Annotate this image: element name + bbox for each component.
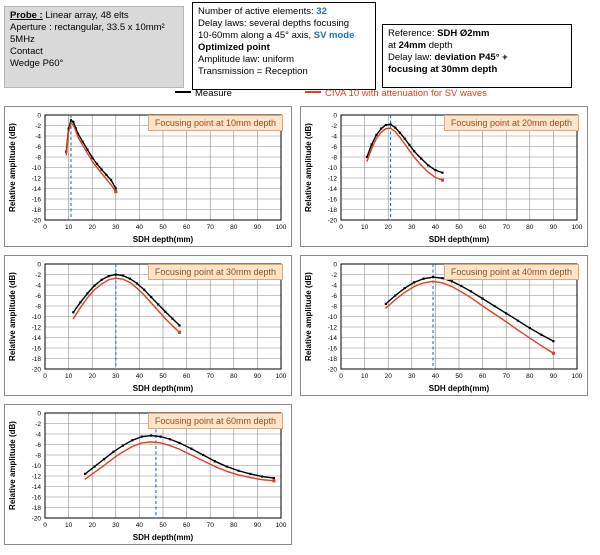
svg-text:-8: -8 bbox=[35, 303, 41, 311]
svg-text:10: 10 bbox=[64, 224, 73, 231]
svg-text:-14: -14 bbox=[31, 334, 41, 342]
focus-label-10mm: Focusing point at 10mm depth bbox=[148, 115, 283, 131]
svg-text:10: 10 bbox=[360, 373, 369, 380]
svg-text:0: 0 bbox=[37, 112, 41, 120]
svg-text:-20: -20 bbox=[327, 366, 337, 374]
svg-text:10: 10 bbox=[64, 373, 73, 380]
reference-sdh: SDH Ø2mm bbox=[437, 28, 490, 39]
svg-text:80: 80 bbox=[230, 522, 238, 529]
svg-text:-18: -18 bbox=[31, 355, 41, 363]
legend-label-civa: CIVA 10 with attenuation for SV waves bbox=[325, 88, 487, 99]
svg-text:-10: -10 bbox=[31, 164, 41, 172]
legend bbox=[175, 88, 525, 102]
svg-text:90: 90 bbox=[253, 224, 262, 231]
probe-line-4: Wedge P60° bbox=[10, 58, 64, 69]
chart-panel-40mm bbox=[300, 255, 588, 396]
transmission-line: Transmission = Reception bbox=[198, 66, 308, 77]
delay-axis-line: 10-60mm along a 45° axis, bbox=[198, 30, 312, 41]
svg-text:-4: -4 bbox=[331, 282, 337, 290]
svg-text:50: 50 bbox=[159, 522, 167, 529]
svg-text:-8: -8 bbox=[35, 154, 41, 162]
svg-text:-2: -2 bbox=[35, 271, 41, 279]
probe-label: Probe : bbox=[10, 10, 43, 21]
svg-text:50: 50 bbox=[159, 373, 167, 380]
svg-text:60: 60 bbox=[182, 224, 191, 231]
svg-text:80: 80 bbox=[526, 373, 534, 380]
svg-text:0: 0 bbox=[333, 112, 337, 120]
svg-text:70: 70 bbox=[502, 373, 510, 380]
probe-info-box bbox=[4, 6, 184, 88]
svg-text:50: 50 bbox=[159, 224, 167, 231]
optimized-point-label: Optimized point bbox=[198, 42, 270, 53]
svg-text:-6: -6 bbox=[331, 143, 337, 151]
svg-text:0: 0 bbox=[37, 410, 41, 418]
svg-text:20: 20 bbox=[88, 522, 96, 529]
svg-text:-8: -8 bbox=[331, 154, 337, 162]
svg-text:100: 100 bbox=[275, 224, 287, 231]
svg-text:Relative amplitude (dB): Relative amplitude (dB) bbox=[8, 272, 17, 361]
focus-label-40mm: Focusing point at 40mm depth bbox=[444, 264, 579, 280]
svg-text:SDH depth(mm): SDH depth(mm) bbox=[428, 384, 490, 393]
delay-law-deviation: deviation P45° + bbox=[434, 52, 508, 63]
chart-panel-20mm bbox=[300, 106, 588, 247]
svg-text:100: 100 bbox=[571, 373, 583, 380]
svg-text:0: 0 bbox=[43, 522, 47, 529]
svg-text:-6: -6 bbox=[331, 292, 337, 300]
svg-text:-18: -18 bbox=[327, 206, 337, 214]
reference-info-box bbox=[382, 24, 572, 88]
active-elements-label: Number of active elements: bbox=[198, 6, 314, 17]
svg-text:0: 0 bbox=[333, 261, 337, 269]
svg-text:60: 60 bbox=[478, 224, 487, 231]
svg-text:-4: -4 bbox=[331, 133, 337, 141]
delay-law-focusing: focusing at 30mm depth bbox=[388, 64, 498, 75]
svg-text:-16: -16 bbox=[327, 196, 337, 204]
probe-line-2: 5MHz bbox=[10, 34, 35, 45]
legend-label-measure: Measure bbox=[195, 88, 232, 99]
probe-line-1: Aperture : rectangular, 33.5 x 10mm² bbox=[10, 22, 165, 33]
svg-text:-8: -8 bbox=[331, 303, 337, 311]
svg-text:-16: -16 bbox=[31, 345, 41, 353]
svg-text:-4: -4 bbox=[35, 431, 41, 439]
svg-text:-8: -8 bbox=[35, 452, 41, 460]
svg-text:70: 70 bbox=[502, 224, 510, 231]
svg-text:-12: -12 bbox=[31, 473, 41, 481]
svg-text:-12: -12 bbox=[327, 175, 337, 183]
svg-text:Relative amplitude (dB): Relative amplitude (dB) bbox=[304, 123, 313, 212]
reference-depth: 24mm bbox=[398, 40, 427, 51]
svg-text:80: 80 bbox=[526, 224, 534, 231]
svg-text:50: 50 bbox=[455, 224, 463, 231]
svg-text:-10: -10 bbox=[31, 462, 41, 470]
svg-text:30: 30 bbox=[112, 522, 120, 529]
svg-text:-2: -2 bbox=[35, 122, 41, 130]
svg-text:-18: -18 bbox=[31, 206, 41, 214]
svg-text:80: 80 bbox=[230, 373, 238, 380]
svg-text:100: 100 bbox=[275, 522, 287, 529]
svg-text:30: 30 bbox=[112, 373, 120, 380]
svg-text:90: 90 bbox=[253, 373, 262, 380]
svg-text:100: 100 bbox=[571, 224, 583, 231]
amplitude-law-line: Amplitude law: uniform bbox=[198, 54, 295, 65]
svg-text:-18: -18 bbox=[31, 504, 41, 512]
delay-law-info-box bbox=[192, 2, 376, 90]
svg-text:50: 50 bbox=[455, 373, 463, 380]
svg-text:60: 60 bbox=[182, 373, 191, 380]
reference-at: at bbox=[388, 40, 396, 51]
svg-text:SDH depth(mm): SDH depth(mm) bbox=[428, 235, 490, 244]
svg-text:SDH depth(mm): SDH depth(mm) bbox=[132, 235, 194, 244]
svg-text:70: 70 bbox=[206, 522, 214, 529]
delay-laws-line: Delay laws: several depths focusing bbox=[198, 18, 350, 29]
svg-text:-14: -14 bbox=[31, 483, 41, 491]
svg-text:0: 0 bbox=[339, 224, 343, 231]
svg-text:-10: -10 bbox=[327, 313, 337, 321]
svg-text:0: 0 bbox=[43, 224, 47, 231]
probe-line-3: Contact bbox=[10, 46, 43, 57]
focus-label-20mm: Focusing point at 20mm depth bbox=[444, 115, 579, 131]
svg-text:Relative amplitude (dB): Relative amplitude (dB) bbox=[8, 123, 17, 212]
svg-text:40: 40 bbox=[431, 373, 440, 380]
svg-text:20: 20 bbox=[88, 224, 96, 231]
svg-text:0: 0 bbox=[43, 373, 47, 380]
svg-text:10: 10 bbox=[64, 522, 73, 529]
svg-text:70: 70 bbox=[206, 373, 214, 380]
chart-panel-60mm bbox=[4, 404, 292, 545]
svg-text:90: 90 bbox=[549, 373, 558, 380]
chart-panel-10mm bbox=[4, 106, 292, 247]
sv-mode-label: SV mode bbox=[313, 30, 355, 41]
reference-depth-unit: depth bbox=[428, 40, 453, 51]
focus-label-30mm: Focusing point at 30mm depth bbox=[148, 264, 283, 280]
svg-text:-4: -4 bbox=[35, 282, 41, 290]
legend-line-civa-icon bbox=[305, 91, 321, 93]
svg-text:20: 20 bbox=[88, 373, 96, 380]
svg-text:100: 100 bbox=[275, 373, 287, 380]
svg-text:-10: -10 bbox=[327, 164, 337, 172]
legend-item-measure bbox=[175, 88, 232, 99]
legend-item-civa bbox=[305, 88, 487, 99]
svg-text:40: 40 bbox=[135, 224, 144, 231]
delay-law-label: Delay law: bbox=[388, 52, 432, 63]
svg-text:30: 30 bbox=[408, 224, 416, 231]
svg-text:SDH depth(mm): SDH depth(mm) bbox=[132, 384, 194, 393]
probe-line-0: Linear array, 48 elts bbox=[45, 10, 129, 21]
svg-text:-12: -12 bbox=[31, 324, 41, 332]
svg-text:-16: -16 bbox=[31, 196, 41, 204]
svg-text:-2: -2 bbox=[331, 122, 337, 130]
svg-text:-6: -6 bbox=[35, 441, 41, 449]
svg-text:80: 80 bbox=[230, 224, 238, 231]
svg-text:0: 0 bbox=[37, 261, 41, 269]
svg-text:-4: -4 bbox=[35, 133, 41, 141]
svg-text:-20: -20 bbox=[31, 515, 41, 523]
svg-text:-20: -20 bbox=[31, 217, 41, 225]
svg-text:-14: -14 bbox=[31, 185, 41, 193]
svg-text:Relative amplitude (dB): Relative amplitude (dB) bbox=[304, 272, 313, 361]
svg-text:40: 40 bbox=[135, 373, 144, 380]
svg-text:0: 0 bbox=[339, 373, 343, 380]
svg-text:-18: -18 bbox=[327, 355, 337, 363]
svg-text:SDH depth(mm): SDH depth(mm) bbox=[132, 533, 194, 542]
svg-text:40: 40 bbox=[135, 522, 144, 529]
svg-text:-6: -6 bbox=[35, 143, 41, 151]
svg-text:-14: -14 bbox=[327, 334, 337, 342]
svg-text:30: 30 bbox=[112, 224, 120, 231]
svg-text:60: 60 bbox=[478, 373, 487, 380]
svg-text:-14: -14 bbox=[327, 185, 337, 193]
svg-text:10: 10 bbox=[360, 224, 369, 231]
svg-text:-12: -12 bbox=[327, 324, 337, 332]
svg-text:20: 20 bbox=[384, 224, 392, 231]
svg-text:-10: -10 bbox=[31, 313, 41, 321]
svg-text:Relative amplitude (dB): Relative amplitude (dB) bbox=[8, 421, 17, 510]
svg-text:90: 90 bbox=[253, 522, 262, 529]
reference-label: Reference: bbox=[388, 28, 435, 39]
chart-panel-30mm bbox=[4, 255, 292, 396]
active-elements-value: 32 bbox=[316, 6, 327, 17]
svg-text:40: 40 bbox=[431, 224, 440, 231]
svg-text:-12: -12 bbox=[31, 175, 41, 183]
svg-text:60: 60 bbox=[182, 522, 191, 529]
svg-text:-2: -2 bbox=[35, 420, 41, 428]
svg-text:-2: -2 bbox=[331, 271, 337, 279]
svg-text:20: 20 bbox=[384, 373, 392, 380]
svg-text:-20: -20 bbox=[327, 217, 337, 225]
svg-text:-16: -16 bbox=[31, 494, 41, 502]
svg-text:-16: -16 bbox=[327, 345, 337, 353]
svg-text:90: 90 bbox=[549, 224, 558, 231]
svg-text:70: 70 bbox=[206, 224, 214, 231]
svg-text:-20: -20 bbox=[31, 366, 41, 374]
legend-line-measure-icon bbox=[175, 91, 191, 93]
focus-label-60mm: Focusing point at 60mm depth bbox=[148, 413, 283, 429]
svg-text:-6: -6 bbox=[35, 292, 41, 300]
svg-text:30: 30 bbox=[408, 373, 416, 380]
